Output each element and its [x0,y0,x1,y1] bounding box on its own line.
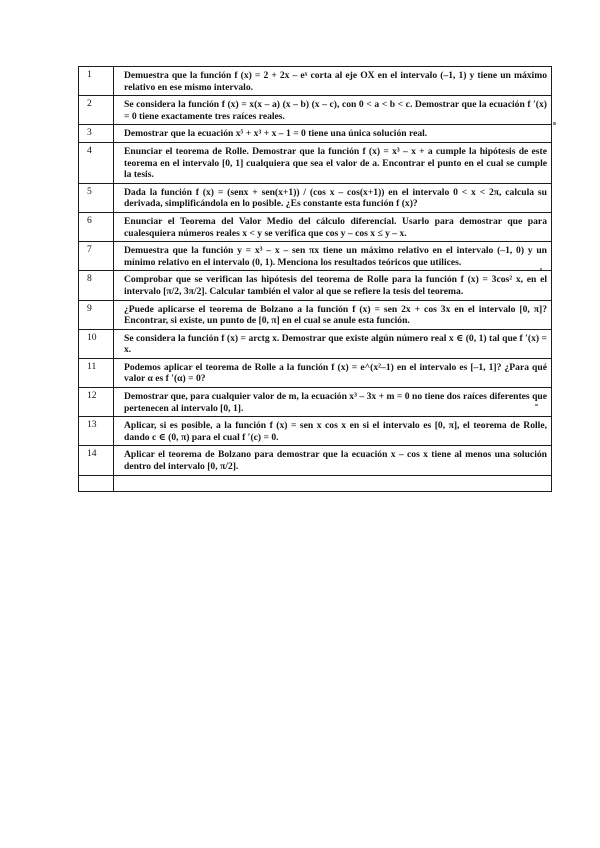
problem-number: 4 [79,142,114,183]
problem-row [79,183,552,212]
problem-text: Demuestra que la función y = x³ – x – sen πx tiene un máximo relativo en el intervalo (–1, 0) y un mínimo relativo en el intervalo (0, 1). Menciona los resultados teóricos que utilices. [114,242,552,271]
scan-speck [535,404,538,406]
problems-table-body [79,67,552,492]
problem-text: Aplicar el teorema de Bolzano para demostrar que la ecuación x – cos x tiene al menos una solución dentro del intervalo [0, π/2]. [114,446,552,475]
empty-row [79,475,552,491]
problem-row [79,242,552,271]
problem-row [79,300,552,329]
scan-speck [540,268,542,270]
problem-text: Enunciar el teorema de Rolle. Demostrar que la función f (x) = x³ – x + a cumple la hipótesis de este teorema en el intervalo [0, 1] cualquiera que sea el valor de a. Encontrar el punto en el cual se cumple la tesis. [114,142,552,183]
problem-row [79,329,552,358]
problem-row [79,212,552,241]
problem-number: 11 [79,358,114,387]
problem-number: 9 [79,300,114,329]
problem-text: ¿Puede aplicarse el teorema de Bolzano a la función f (x) = sen 2x + cos 3x en el intervalo [0, π]? Encontrar, si existe, un punto de [0, π] en el cual se anule esta función. [114,300,552,329]
problem-text: Podemos aplicar el teorema de Rolle a la función f (x) = e^(x²–1) en el intervalo es [–1, 1]? ¿Para qué valor α es f ′(α) = 0? [114,358,552,387]
problem-text: Se considera la función f (x) = x(x – a) (x – b) (x – c), con 0 < a < b < c. Demostrar que la ecuación f ′(x) = 0 tiene exactamente tres raíces reales. [114,96,552,125]
problem-row [79,271,552,300]
problem-text: Demostrar que la ecuación x⁵ + x³ + x – 1 = 0 tiene una única solución real. [114,125,552,143]
problem-number: 12 [79,388,114,417]
problem-row [79,142,552,183]
problem-number: 1 [79,67,114,96]
problems-table [78,66,552,492]
problem-text: Enunciar el Teorema del Valor Medio del cálculo diferencial. Usarlo para demostrar que para cualesquiera números reales x < y se verifica que cos y – cos x ≤ y – x. [114,212,552,241]
problem-text: Dada la función f (x) = (senx + sen(x+1)) / (cos x – cos(x+1)) en el intervalo 0 < x < 2π, calcula su derivada, simplificándola en lo posible. ¿Es constante esta función f (x)? [114,183,552,212]
problem-number: 7 [79,242,114,271]
problem-text: Demuestra que la función f (x) = 2 + 2x – eˣ corta al eje OX en el intervalo (–1, 1) y tiene un máximo relativo en ese mismo intervalo. [114,67,552,96]
problem-row [79,96,552,125]
empty-cell [114,475,552,491]
problem-number: 14 [79,446,114,475]
problem-row [79,125,552,143]
problem-number: 5 [79,183,114,212]
problem-text: Se considera la función f (x) = arctg x. Demostrar que existe algún número real x ∈ (0, 1) tal que f ′(x) = x. [114,329,552,358]
problem-number: 2 [79,96,114,125]
problem-row [79,358,552,387]
problem-number: 13 [79,417,114,446]
problem-text: Comprobar que se verifican las hipótesis del teorema de Rolle para la función f (x) = 3cos² x, en el intervalo [π/2, 3π/2]. Calcular también el valor al que se refiere la tesis del teorema. [114,271,552,300]
problem-text: Demostrar que, para cualquier valor de m, la ecuación x³ – 3x + m = 0 no tiene dos raíces diferentes que pertenecen al intervalo [0, 1]. [114,388,552,417]
problem-text: Aplicar, si es posible, a la función f (x) = sen x cos x en si el intervalo es [0, π], el teorema de Rolle, dando c ∈ (0, π) para el cual f ′(c) = 0. [114,417,552,446]
empty-cell [79,475,114,491]
problem-row [79,388,552,417]
problem-row [79,67,552,96]
problem-number: 6 [79,212,114,241]
problem-row [79,417,552,446]
scan-speck [553,122,556,125]
problem-number: 10 [79,329,114,358]
problem-number: 3 [79,125,114,143]
problem-number: 8 [79,271,114,300]
problem-row [79,446,552,475]
